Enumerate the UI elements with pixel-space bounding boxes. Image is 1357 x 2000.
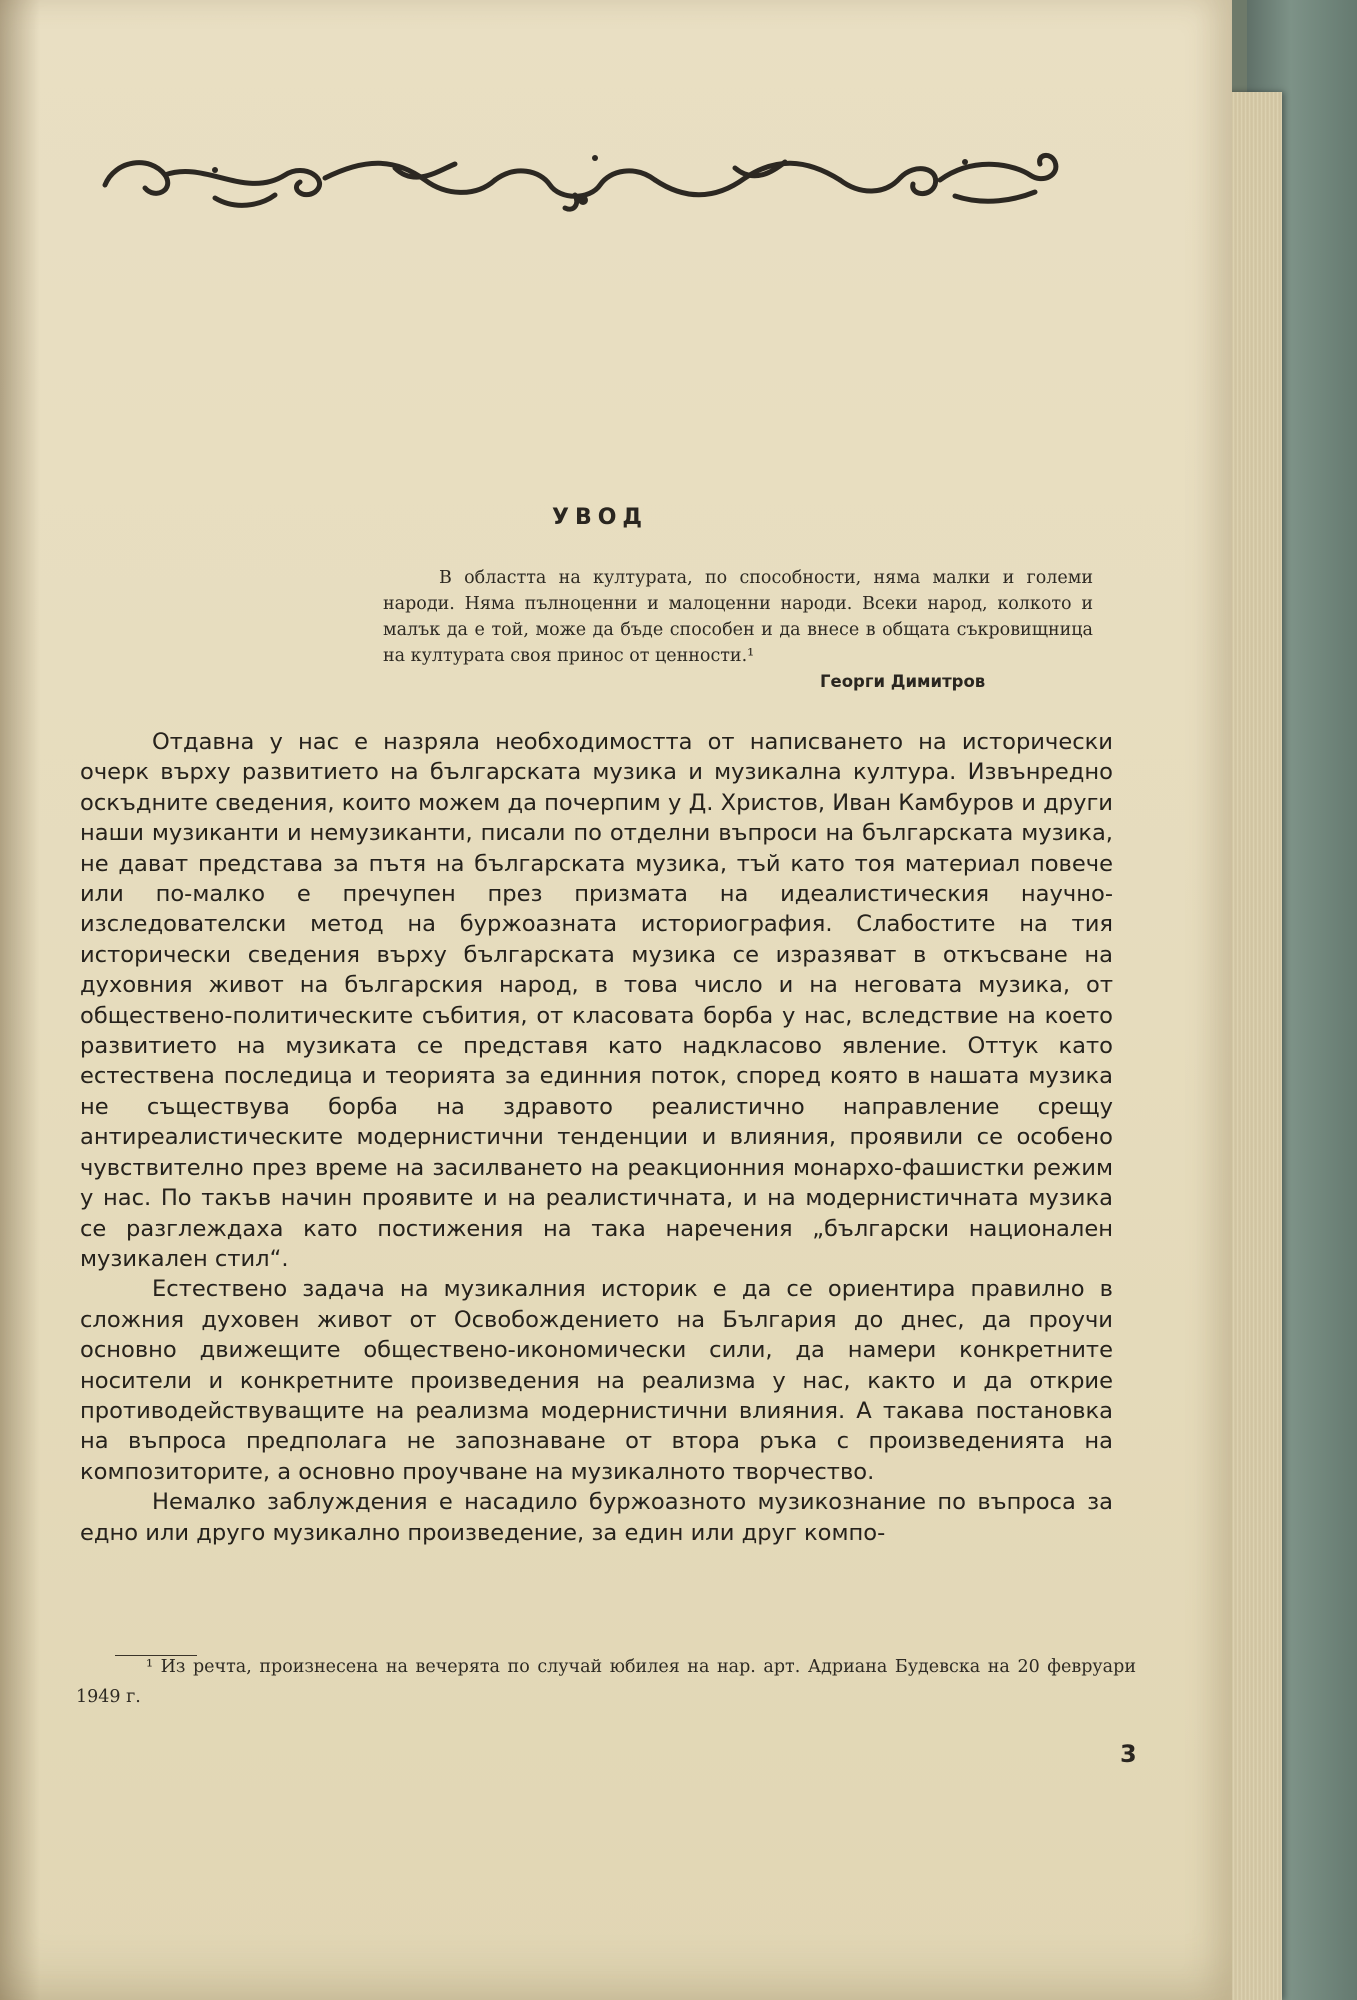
page-number: 3 (1120, 1740, 1137, 1768)
paragraph: Естествено задача на музикалния историк е да се ориентира правилно в сложния духовен живот от Освобождението на България до днес, да проучи основно движещите обществено-икономически сили, да намери конкретните носители и конкретните произведения на реализма у нас, както и да открие противодействуващите на реализма модернистични влияния. А такава постановка на въпроса предполага не запознаване от втора ръка с произведенията на композиторите, а основно проучване на музикалното творчество. (80, 1276, 1113, 1485)
body-text (80, 727, 1113, 1548)
decorative-scroll-ornament-icon (95, 140, 1075, 220)
epigraph-quote (383, 565, 1093, 669)
paragraph: Немалко заблуждения е насадило буржоазното музикознание по въпроса за едно или друго музикално произведение, за един или друг компо- (80, 1489, 1113, 1546)
chapter-title: УВОД (551, 505, 649, 530)
spine-shadow (0, 0, 40, 2000)
epigraph-author: Георги Димитров (820, 672, 986, 691)
epigraph-text: В областта на културата, по способности, няма малки и големи народи. Няма пълноценни и малоценни народи. Всеки народ, колкото и малък да е той, може да бъде способен и да внесе в общата съкровищница на културата своя принос от ценности.¹ (383, 568, 1093, 666)
paragraph: Отдавна у нас е назряла необходимостта от написването на исторически очерк върху развитието на българската музика и музикална култура. Извънредно оскъдните сведения, които можем да почерпим у Д. Христов, Иван Камбуров и други наши музиканти и немузиканти, писали по отделни въпроси на българската музика, не дават представа за пътя на българската музика, тъй като тоя материал повече или по-малко е пречупен през призмата на идеалистическия научно-изследователски метод на буржоазната историография. Слабостите на тия исторически сведения върху българската музика се изразяват в откъсване на духовния живот на българския народ, в това число и на неговата музика, от обществено-политическите събития, от класовата борба у нас, вследствие на което развитието на музиката се представя като надкласово явление. Оттук като естествена последица и теорията за единния поток, според която в нашата музика не съществува борба на здравото реалистично направление срещу антиреалистическите модернистични тенденции и влияния, проявили се особено чувствително през време на засилването на реакционния монархо-фашистки режим у нас. По такъв начин проявите и на реалистичната, и на модернистичната музика се разглеждаха като постижения на така наречения „български национален музикален стил“. (80, 729, 1113, 1272)
footnote (76, 1652, 1136, 1712)
footnote-text: ¹ Из речта, произнесена на вечерята по случай юбилея на нар. арт. Адриана Будевска на 20 февруари 1949 г. (76, 1657, 1136, 1707)
